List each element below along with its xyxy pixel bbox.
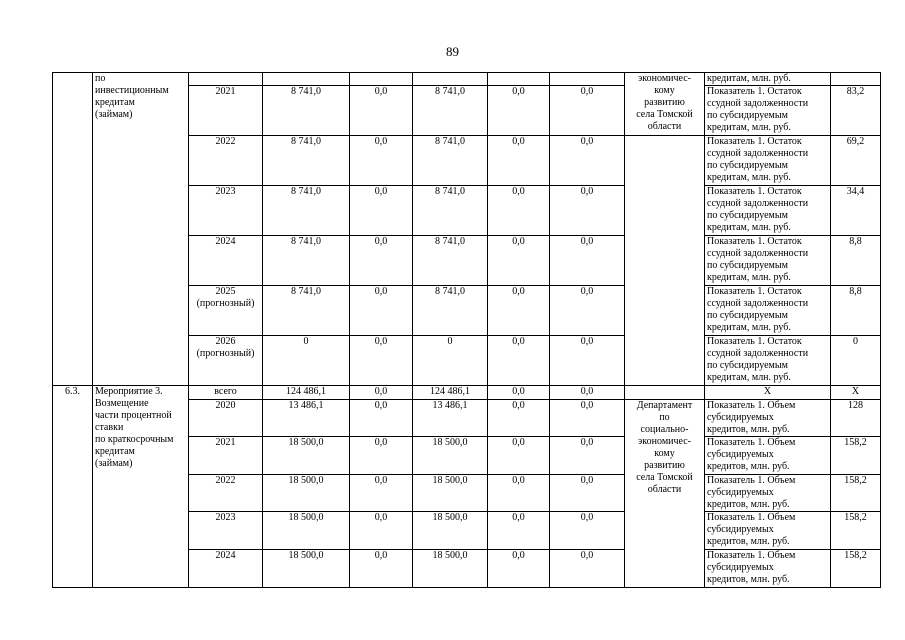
year-label: 2021 [215, 86, 236, 97]
year-label: 2024 [215, 236, 236, 247]
cell-year: 2024 [189, 550, 263, 588]
cell-fed: 0,0 [350, 286, 413, 336]
cell-ext: 0,0 [550, 386, 625, 400]
table-row [53, 73, 881, 86]
cell-department [625, 386, 705, 400]
department-line: развитию [644, 97, 685, 108]
indicator-line: субсидируемых [707, 449, 774, 460]
indicator-line: по субсидируемым [707, 160, 788, 171]
cell-total: 8 741,0 [263, 286, 350, 336]
cell-reg: 8 741,0 [413, 236, 488, 286]
indicator-line: кредитам, млн. руб. [707, 122, 791, 133]
page-number: 89 [446, 44, 459, 59]
cell-loc: 0,0 [488, 86, 550, 136]
cell-value: 128 [831, 400, 881, 437]
event-name-line: по краткосрочным [95, 434, 174, 445]
cell-year: 2020 [189, 400, 263, 437]
cell-year [189, 336, 263, 386]
cell-ext: 0,0 [550, 236, 625, 286]
indicator-line: кредитов, млн. руб. [707, 461, 790, 472]
indicator-line: по субсидируемым [707, 260, 788, 271]
year-label: 2025 [215, 286, 236, 297]
event-name-line: (займам) [95, 109, 133, 120]
cell-year: 2023 [189, 512, 263, 550]
cell-value: 83,2 [831, 86, 881, 136]
cell-reg: 13 486,1 [413, 400, 488, 437]
cell-empty [413, 73, 488, 86]
cell-ext: 0,0 [550, 86, 625, 136]
cell-fed: 0,0 [350, 336, 413, 386]
cell-total: 0 [263, 336, 350, 386]
cell-value [831, 73, 881, 86]
cell-loc: 0,0 [488, 550, 550, 588]
cell-indicator [705, 186, 831, 236]
event-name-line: Возмещение [95, 398, 149, 409]
indicator-line: субсидируемых [707, 487, 774, 498]
cell-year: всего [189, 386, 263, 400]
cell-fed: 0,0 [350, 186, 413, 236]
indicator-line: по субсидируемым [707, 310, 788, 321]
cell-total: 8 741,0 [263, 186, 350, 236]
year-label: 2026 [215, 336, 236, 347]
cell-ext: 0,0 [550, 286, 625, 336]
cell-total: 8 741,0 [263, 136, 350, 186]
cell-value: 158,2 [831, 437, 881, 475]
cell-ext: 0,0 [550, 136, 625, 186]
cell-reg: 8 741,0 [413, 186, 488, 236]
indicator-line: Показатель 1. Объем [707, 550, 796, 561]
indicator-line: кредитам, млн. руб. [707, 172, 791, 183]
cell-value: 158,2 [831, 550, 881, 588]
cell-empty [263, 73, 350, 86]
cell-department [625, 400, 705, 588]
indicator-line: ссудной задолженности [707, 98, 809, 109]
cell-fed: 0,0 [350, 475, 413, 512]
cell-reg: 8 741,0 [413, 136, 488, 186]
cell-total: 124 486,1 [263, 386, 350, 400]
cell-loc: 0,0 [488, 437, 550, 475]
year-label: 2022 [215, 136, 236, 147]
indicator-line: Показатель 1. Остаток [707, 286, 802, 297]
indicator-line: Показатель 1. Объем [707, 512, 796, 523]
cell-empty [550, 73, 625, 86]
department-line: развитию [644, 460, 685, 471]
indicator-line: ссудной задолженности [707, 148, 809, 159]
cell-number [53, 73, 93, 386]
indicator-line: субсидируемых [707, 524, 774, 535]
indicator-line: ссудной задолженности [707, 298, 809, 309]
table-row [53, 386, 881, 400]
cell-indicator [705, 336, 831, 386]
indicator-line: Показатель 1. Объем [707, 437, 796, 448]
event-name-line: по [95, 73, 106, 84]
cell-number: 6.3. [53, 386, 93, 588]
cell-year [189, 286, 263, 336]
department-line: села Томской [636, 109, 693, 120]
cell-reg: 18 500,0 [413, 550, 488, 588]
indicator-line: кредитов, млн. руб. [707, 424, 790, 435]
cell-empty [189, 73, 263, 86]
cell-indicator [705, 550, 831, 588]
cell-value: 0 [831, 336, 881, 386]
cell-year: 2022 [189, 475, 263, 512]
cell-indicator [705, 136, 831, 186]
indicator-line: кредитам, млн. руб. [707, 372, 791, 383]
cell-ext: 0,0 [550, 512, 625, 550]
cell-loc: 0,0 [488, 336, 550, 386]
event-name-line: части процентной [95, 410, 172, 421]
cell-event-name [93, 73, 189, 386]
indicator-line: Показатель 1. Остаток [707, 186, 802, 197]
cell-ext: 0,0 [550, 550, 625, 588]
cell-ext: 0,0 [550, 336, 625, 386]
cell-empty [350, 73, 413, 86]
cell-total: 18 500,0 [263, 550, 350, 588]
cell-value: 8,8 [831, 286, 881, 336]
cell-total: 18 500,0 [263, 512, 350, 550]
indicator-line: кредитов, млн. руб. [707, 499, 790, 510]
department-line: экономичес- [638, 436, 691, 447]
cell-year [189, 236, 263, 286]
year-label: 2023 [215, 186, 236, 197]
cell-loc: 0,0 [488, 286, 550, 336]
cell-ext: 0,0 [550, 186, 625, 236]
cell-indicator [705, 475, 831, 512]
indicator-line: кредитам, млн. руб. [707, 222, 791, 233]
event-name-line: кредитам [95, 97, 135, 108]
indicator-line: кредитов, млн. руб. [707, 574, 790, 585]
cell-reg: 18 500,0 [413, 437, 488, 475]
cell-value: X [831, 386, 881, 400]
cell-department-empty [625, 136, 705, 386]
cell-indicator [705, 512, 831, 550]
cell-fed: 0,0 [350, 386, 413, 400]
department-line: области [647, 121, 682, 132]
department-line: по [659, 412, 670, 423]
indicator-line: по субсидируемым [707, 360, 788, 371]
cell-reg: 8 741,0 [413, 86, 488, 136]
cell-indicator: X [705, 386, 831, 400]
table-body [53, 73, 881, 588]
cell-value: 34,4 [831, 186, 881, 236]
cell-value: 158,2 [831, 512, 881, 550]
indicator-line: Показатель 1. Объем [707, 475, 796, 486]
year-note: (прогнозный) [196, 298, 255, 309]
cell-reg: 0 [413, 336, 488, 386]
program-table [52, 72, 881, 588]
event-name-line: Мероприятие 3. [95, 386, 163, 397]
indicator-line: ссудной задолженности [707, 248, 809, 259]
cell-total: 18 500,0 [263, 437, 350, 475]
cell-fed: 0,0 [350, 512, 413, 550]
cell-loc: 0,0 [488, 186, 550, 236]
cell-reg: 18 500,0 [413, 512, 488, 550]
indicator-line: субсидируемых [707, 562, 774, 573]
indicator-line: Показатель 1. Остаток [707, 86, 802, 97]
cell-indicator [705, 286, 831, 336]
cell-ext: 0,0 [550, 437, 625, 475]
indicator-line: кредитам, млн. руб. [707, 272, 791, 283]
cell-ext: 0,0 [550, 400, 625, 437]
indicator-line: Показатель 1. Остаток [707, 136, 802, 147]
event-name-line: (займам) [95, 458, 133, 469]
indicator-line: Показатель 1. Объем [707, 400, 796, 411]
cell-total: 13 486,1 [263, 400, 350, 437]
cell-indicator [705, 400, 831, 437]
cell-year [189, 86, 263, 136]
indicator-line: субсидируемых [707, 412, 774, 423]
cell-loc: 0,0 [488, 400, 550, 437]
cell-fed: 0,0 [350, 550, 413, 588]
cell-fed: 0,0 [350, 86, 413, 136]
cell-value: 8,8 [831, 236, 881, 286]
cell-indicator [705, 86, 831, 136]
cell-value: 158,2 [831, 475, 881, 512]
cell-fed: 0,0 [350, 236, 413, 286]
indicator-line: ссудной задолженности [707, 198, 809, 209]
department-line: Департамент [636, 400, 693, 411]
department-line: экономичес- [638, 73, 691, 84]
cell-indicator [705, 437, 831, 475]
cell-loc: 0,0 [488, 386, 550, 400]
indicator-line: ссудной задолженности [707, 348, 809, 359]
indicator-line: по субсидируемым [707, 110, 788, 121]
cell-reg: 18 500,0 [413, 475, 488, 512]
indicator-line: Показатель 1. Остаток [707, 236, 802, 247]
cell-reg: 124 486,1 [413, 386, 488, 400]
cell-total: 8 741,0 [263, 86, 350, 136]
cell-empty [488, 73, 550, 86]
indicator-line: Показатель 1. Остаток [707, 336, 802, 347]
department-line: кому [654, 448, 675, 459]
cell-reg: 8 741,0 [413, 286, 488, 336]
cell-fed: 0,0 [350, 437, 413, 475]
cell-event-name [93, 386, 189, 588]
cell-loc: 0,0 [488, 475, 550, 512]
cell-indicator [705, 236, 831, 286]
cell-ext: 0,0 [550, 475, 625, 512]
cell-loc: 0,0 [488, 236, 550, 286]
cell-year: 2021 [189, 437, 263, 475]
cell-value: 69,2 [831, 136, 881, 186]
cell-department [625, 73, 705, 136]
department-line: кому [654, 85, 675, 96]
cell-year [189, 136, 263, 186]
department-line: социально- [640, 424, 689, 435]
department-line: области [647, 484, 682, 495]
cell-total: 18 500,0 [263, 475, 350, 512]
year-note: (прогнозный) [196, 348, 255, 359]
cell-loc: 0,0 [488, 512, 550, 550]
cell-total: 8 741,0 [263, 236, 350, 286]
indicator-line: кредитам, млн. руб. [707, 322, 791, 333]
cell-fed: 0,0 [350, 400, 413, 437]
indicator-line: кредитов, млн. руб. [707, 536, 790, 547]
cell-fed: 0,0 [350, 136, 413, 186]
cell-year [189, 186, 263, 236]
event-name-line: инвестиционным [95, 85, 169, 96]
cell-indicator: кредитам, млн. руб. [705, 73, 831, 86]
cell-loc: 0,0 [488, 136, 550, 186]
indicator-line: по субсидируемым [707, 210, 788, 221]
department-line: села Томской [636, 472, 693, 483]
event-name-line: ставки [95, 422, 124, 433]
event-name-line: кредитам [95, 446, 135, 457]
